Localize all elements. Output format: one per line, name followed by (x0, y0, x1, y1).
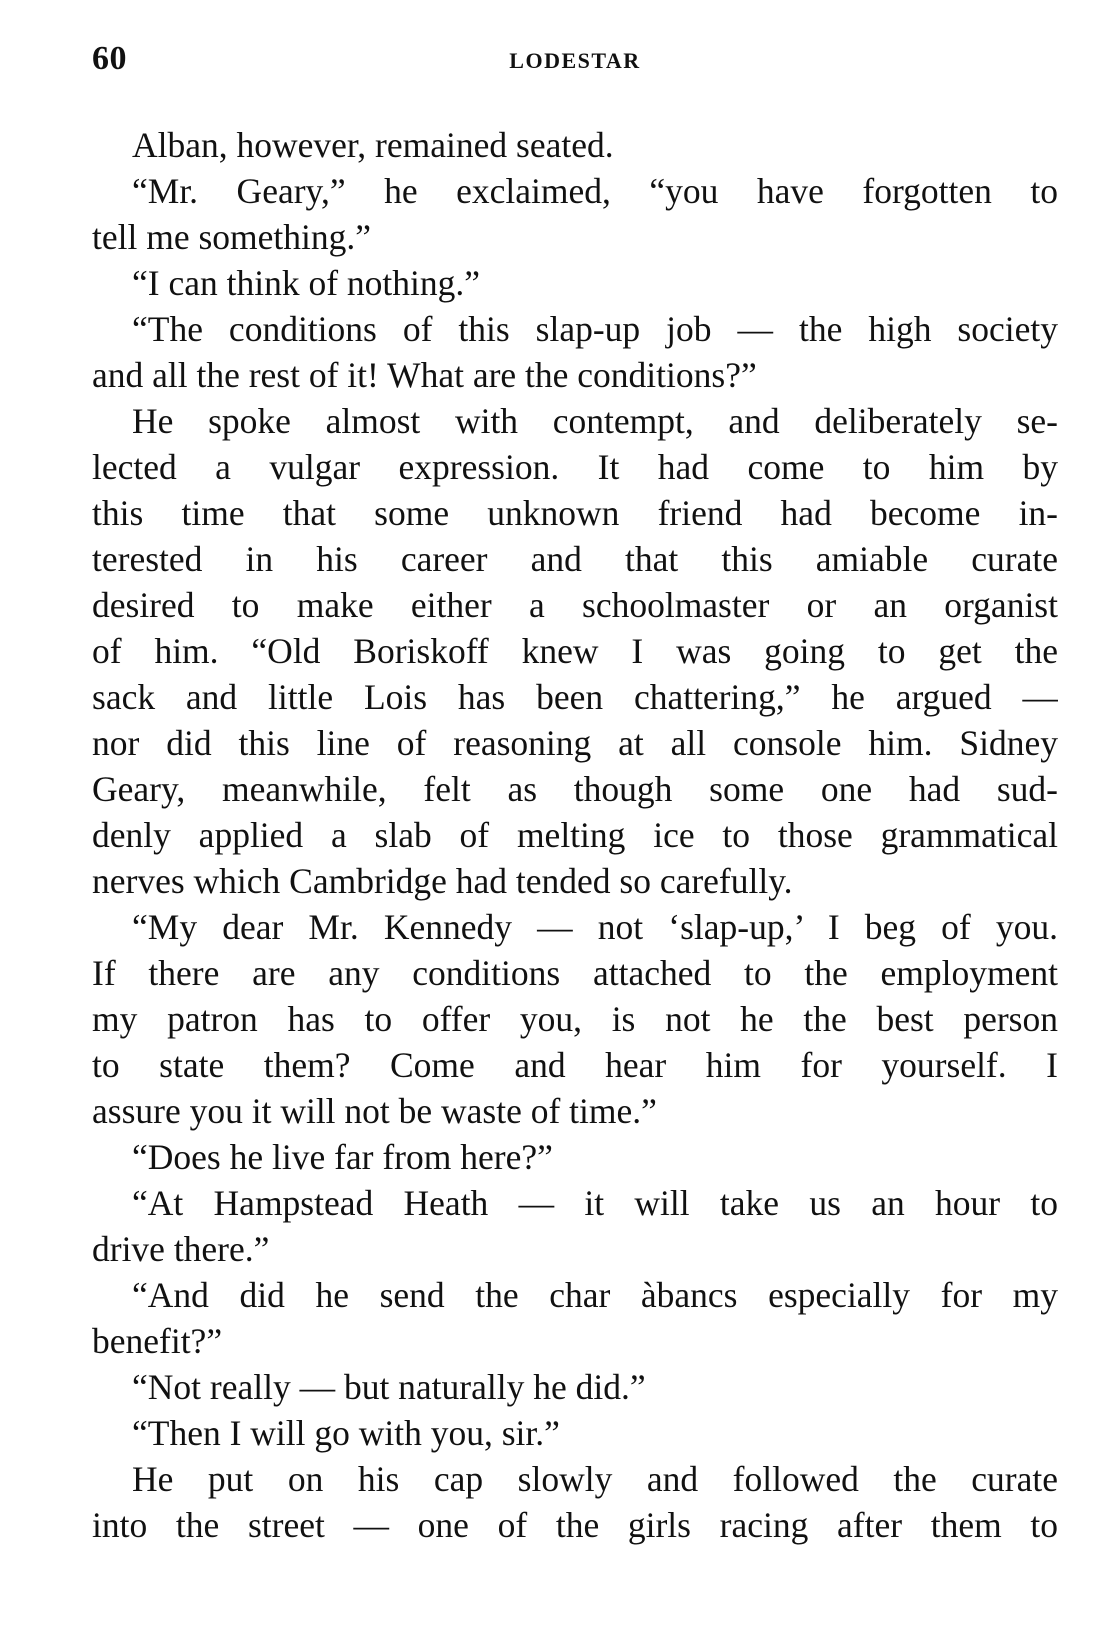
text-line: my patron has to offer you, is not he the best person (92, 999, 1058, 1039)
text-line: He spoke almost with contempt, and deliberately se- (132, 401, 1058, 441)
text-line: benefit?” (92, 1321, 223, 1361)
text-line: “I can think of nothing.” (132, 263, 480, 303)
page-number: 60 (92, 40, 127, 77)
text-line: assure you it will not be waste of time.” (92, 1091, 657, 1131)
text-line: and all the rest of it! What are the conditions?” (92, 355, 757, 395)
text-line: “At Hampstead Heath — it will take us an hour to (132, 1183, 1058, 1223)
text-line: He put on his cap slowly and followed the curate (132, 1459, 1058, 1499)
text-line: terested in his career and that this amiable curate (92, 539, 1058, 579)
text-line: sack and little Lois has been chattering,” he argued — (92, 677, 1058, 717)
text-line: Geary, meanwhile, felt as though some one had sud- (92, 769, 1058, 809)
text-line: “Mr. Geary,” he exclaimed, “you have forgotten to (132, 171, 1058, 211)
text-line: “The conditions of this slap-up job — the high society (132, 309, 1058, 349)
text-line: into the street — one of the girls racing after them to (92, 1505, 1058, 1545)
text-line: “Not really — but naturally he did.” (132, 1367, 646, 1407)
text-line: of him. “Old Boriskoff knew I was going to get the (92, 631, 1058, 671)
text-line: lected a vulgar expression. It had come to him by (92, 447, 1058, 487)
text-line: desired to make either a schoolmaster or an organist (92, 585, 1058, 625)
text-line: this time that some unknown friend had become in- (92, 493, 1058, 533)
text-line: If there are any conditions attached to the employment (92, 953, 1058, 993)
text-line: “And did he send the char àbancs especially for my (132, 1275, 1058, 1315)
text-line: to state them? Come and hear him for yourself. I (92, 1045, 1058, 1085)
text-line: drive there.” (92, 1229, 270, 1269)
running-title: LODESTAR (509, 48, 641, 73)
text-line: nor did this line of reasoning at all console him. Sidney (92, 723, 1058, 763)
running-head (92, 40, 1058, 84)
text-line: denly applied a slab of melting ice to those grammatical (92, 815, 1058, 855)
text-line: tell me something.” (92, 217, 372, 257)
text-line: nerves which Cambridge had tended so carefully. (92, 861, 793, 901)
text-line: “Then I will go with you, sir.” (132, 1413, 560, 1453)
body-text (92, 122, 1058, 1548)
text-line: “Does he live far from here?” (132, 1137, 553, 1177)
text-line: “My dear Mr. Kennedy — not ‘slap-up,’ I beg of you. (132, 907, 1058, 947)
text-line: Alban, however, remained seated. (132, 125, 614, 165)
